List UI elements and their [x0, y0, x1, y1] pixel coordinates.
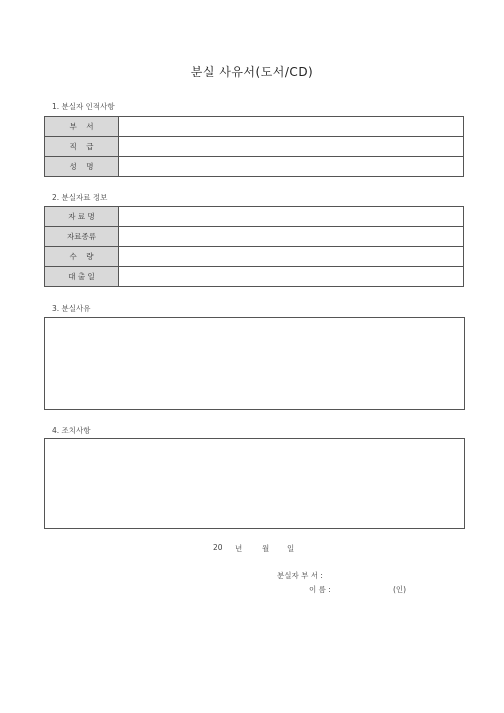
dept-label: 부 서 [45, 117, 119, 137]
date-month-unit: 월 [262, 544, 270, 553]
loan-date-label: 대 출 일 [45, 267, 119, 287]
action-textarea[interactable] [44, 438, 465, 529]
name-field[interactable] [119, 157, 464, 177]
rank-field[interactable] [119, 137, 464, 157]
rank-label: 직 급 [45, 137, 119, 157]
table-row [45, 227, 464, 247]
section-material-heading: 2. 분실자료 정보 [52, 193, 108, 202]
personal-info-table [44, 116, 464, 177]
table-row [45, 157, 464, 177]
document-title: 분실 사유서(도서/CD) [190, 65, 314, 79]
name-label: 성 명 [45, 157, 119, 177]
quantity-label: 수 량 [45, 247, 119, 267]
material-name-label: 자 료 명 [45, 207, 119, 227]
material-info-table [44, 206, 464, 287]
material-name-field[interactable] [119, 207, 464, 227]
table-row [45, 247, 464, 267]
reason-textarea[interactable] [44, 317, 465, 410]
signer-dept-label: 분실자 부 서 : [277, 571, 323, 580]
date-year-unit: 년 [235, 544, 243, 553]
section-personal-heading: 1. 분실자 인적사항 [52, 102, 115, 111]
table-row [45, 267, 464, 287]
loan-date-field[interactable] [119, 267, 464, 287]
quantity-field[interactable] [119, 247, 464, 267]
section-action-heading: 4. 조치사항 [52, 426, 91, 435]
table-row [45, 117, 464, 137]
seal-mark: (인) [393, 585, 407, 594]
table-row [45, 137, 464, 157]
material-type-label: 자료종류 [45, 227, 119, 247]
signer-name-label: 이 름 : [309, 585, 331, 594]
dept-field[interactable] [119, 117, 464, 137]
material-type-field[interactable] [119, 227, 464, 247]
date-day-unit: 일 [287, 544, 295, 553]
section-reason-heading: 3. 분실사유 [52, 304, 91, 313]
date-year-prefix: 20 [213, 543, 223, 552]
table-row [45, 207, 464, 227]
